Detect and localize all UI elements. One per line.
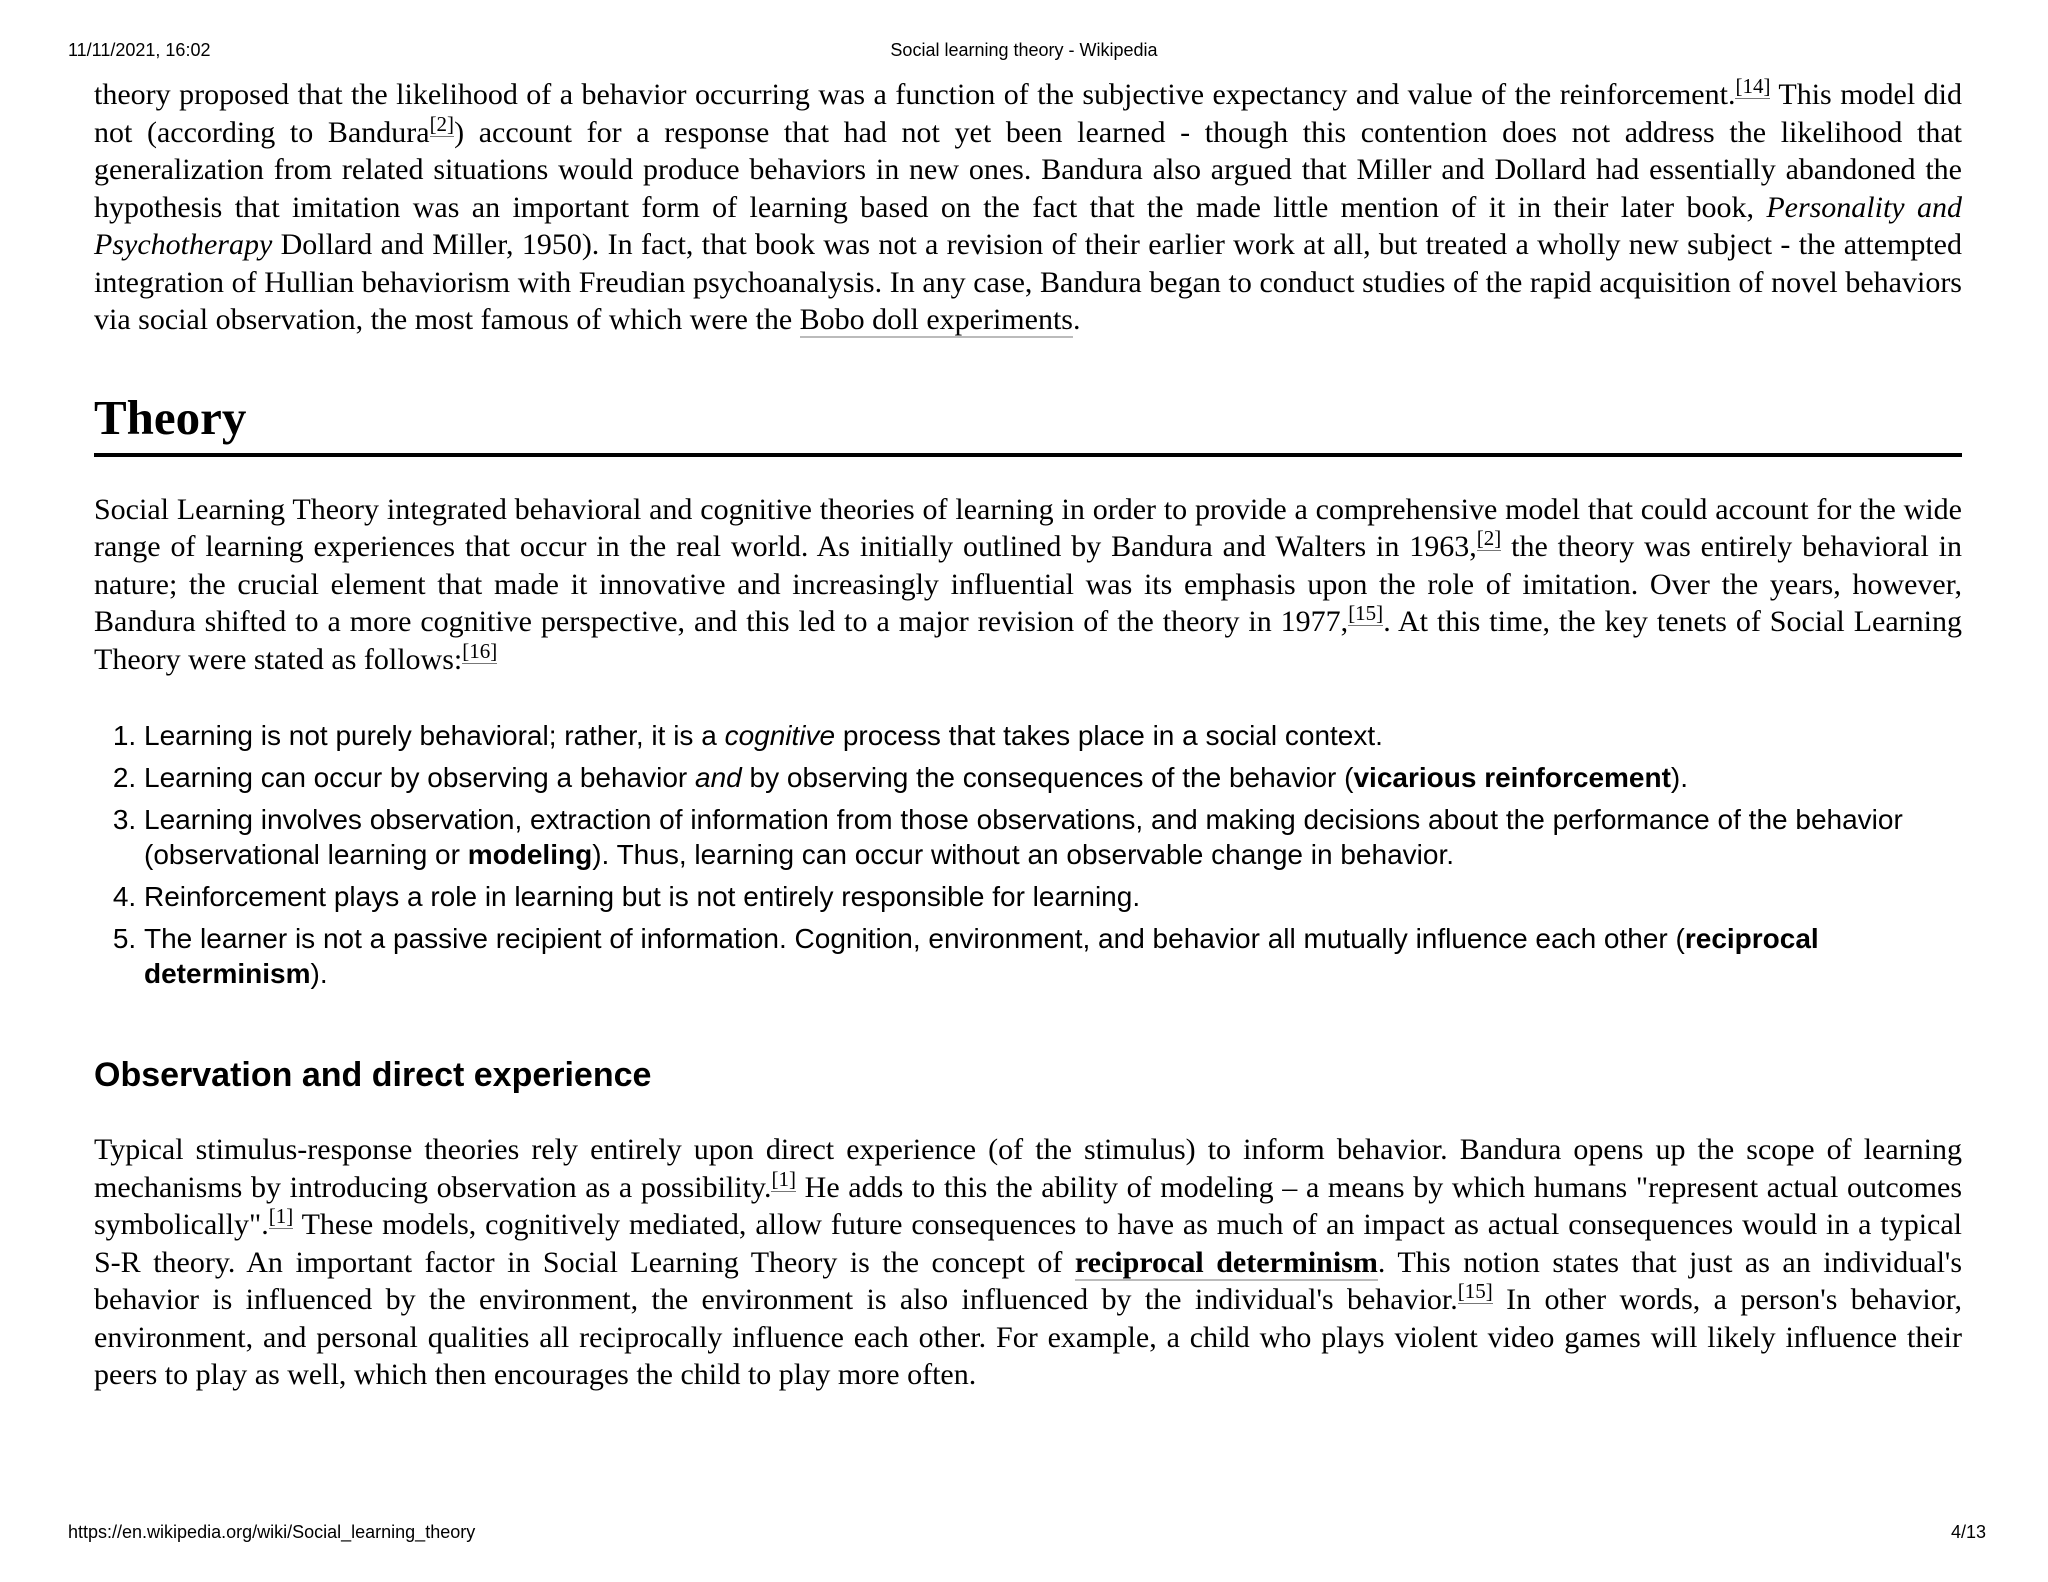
observation-text-3: These models, cognitively mediated, allow future consequences to have as much of an impact as actual consequences would in a typical S-R theory. An important factor in Social Learning Theory is the concept of bbox=[94, 1208, 1962, 1279]
theory-text-3: . At this time, the key tenets of Social Learning Theory were stated as follows: bbox=[94, 605, 1962, 676]
print-header-title: Social learning theory - Wikipedia bbox=[890, 40, 1158, 60]
intro-text-5: . bbox=[1072, 303, 1081, 336]
citation-1[interactable]: [1] bbox=[268, 1204, 294, 1228]
list-item-emphasis: and bbox=[695, 762, 742, 793]
list-item-text: Learning is not purely behavioral; rather, it is a bbox=[144, 720, 725, 751]
list-item-bold: reciprocal determinism bbox=[144, 923, 1819, 989]
theory-text-2: the theory was entirely behavioral in nature; the crucial element that made it innovative and increasingly influential was its emphasis upon the role of imitation. Over the years, however, Bandura shifted to a more cognitive perspective, and this led to a major revision of the theory in 1977, bbox=[94, 530, 1963, 638]
list-item-text: Learning can occur by observing a behavior bbox=[144, 762, 696, 793]
citation-15[interactable]: [15] bbox=[1457, 1279, 1493, 1303]
list-item bbox=[144, 921, 1962, 991]
observation-text-5: In other words, a person's behavior, environment, and personal qualities all reciprocally influence each other. For example, a child who plays violent video games will likely influence their peers to play as well, which then encourages the child to play more often. bbox=[94, 1283, 1962, 1391]
list-item bbox=[144, 760, 1962, 795]
observation-text-1: Typical stimulus-response theories rely entirely upon direct experience (of the stimulus) to inform behavior. Bandura opens up the scope of learning mechanisms by introducing observation as a possibility. bbox=[94, 1133, 1962, 1204]
citation-2[interactable]: [2] bbox=[429, 111, 455, 136]
book-title: Personality and Psychotherapy bbox=[94, 190, 1962, 261]
observation-text-2: He adds to this the ability of modeling – a means by which humans "represent actual outcomes symbolically". bbox=[94, 1170, 1962, 1241]
list-item-emphasis: cognitive bbox=[724, 720, 836, 751]
list-item bbox=[144, 718, 1962, 753]
list-item-text: Reinforcement plays a role in learning but is not entirely responsible for learning. bbox=[144, 881, 1141, 912]
bobo-doll-experiments-link[interactable]: Bobo doll experiments bbox=[799, 303, 1073, 336]
citation-16[interactable]: [16] bbox=[462, 638, 498, 663]
reciprocal-determinism-link[interactable]: reciprocal determinism bbox=[1074, 1245, 1378, 1279]
observation-paragraph bbox=[94, 1131, 1962, 1394]
list-item-bold: vicarious reinforcement bbox=[1353, 762, 1671, 793]
print-footer-url: https://en.wikipedia.org/wiki/Social_learning_theory bbox=[68, 1522, 476, 1542]
theory-text-1: Social Learning Theory integrated behavioral and cognitive theories of learning in order to provide a comprehensive model that could account for the wide range of learning experiences that occur in the real world. As initially outlined by Bandura and Walters in 1963, bbox=[94, 492, 1962, 563]
article-content bbox=[94, 76, 1962, 1394]
intro-text-1: theory proposed that the likelihood of a behavior occurring was a function of the subjective expectancy and value of the reinforcement. bbox=[94, 78, 1736, 111]
list-item-text: ). bbox=[310, 958, 328, 989]
list-item-bold: modeling bbox=[467, 839, 593, 870]
list-item-text: by observing the consequences of the behavior ( bbox=[741, 762, 1354, 793]
print-footer-page-number: 4/13 bbox=[1950, 1522, 1986, 1542]
list-item-text: ). bbox=[1670, 762, 1689, 793]
list-item-text: process that takes place in a social context. bbox=[835, 720, 1383, 751]
list-item bbox=[144, 802, 1962, 872]
list-item-text: The learner is not a passive recipient of information. Cognition, environment, and behavior all mutually influence each other ( bbox=[144, 923, 1685, 954]
citation-14[interactable]: [14] bbox=[1735, 74, 1771, 98]
theory-paragraph bbox=[94, 491, 1962, 679]
list-item-text: ). Thus, learning can occur without an observable change in behavior. bbox=[592, 839, 1454, 870]
intro-text-4: Dollard and Miller, 1950). In fact, that book was not a revision of their earlier work at all, but treated a wholly new subject - the attempted integration of Hullian behaviorism with Freudian psychoanalysis. In any case, Bandura began to conduct studies of the rapid acquisition of novel behaviors via social observation, the most famous of which were the bbox=[94, 228, 1962, 336]
citation-15[interactable]: [15] bbox=[1348, 601, 1384, 625]
theory-heading: Theory bbox=[94, 389, 1962, 457]
list-item bbox=[144, 879, 1962, 914]
citation-1[interactable]: [1] bbox=[771, 1166, 796, 1191]
print-header-date: 11/11/2021, 16:02 bbox=[68, 40, 211, 60]
citation-2[interactable]: [2] bbox=[1476, 526, 1502, 550]
observation-text-4: . This notion states that just as an individual's behavior is influenced by the environment, the environment is also influenced by the individual's behavior. bbox=[94, 1245, 1962, 1316]
list-item-text: Learning involves observation, extraction of information from those observations, and making decisions about the performance of the behavior (observational learning or bbox=[144, 804, 1903, 870]
observation-heading: Observation and direct experience bbox=[94, 1056, 652, 1094]
intro-text-2: This model did not (according to Bandura bbox=[94, 78, 1962, 149]
intro-text-3: ) account for a response that had not yet been learned - though this contention does not address the likelihood that generalization from related situations would produce behaviors in new ones. Bandura also argued that Miller and Dollard had essentially abandoned the hypothesis that imitation was an important form of learning based on the fact that the made little mention of it in their later book, bbox=[94, 115, 1962, 224]
intro-paragraph bbox=[94, 76, 1962, 339]
tenets-list bbox=[94, 718, 1962, 991]
